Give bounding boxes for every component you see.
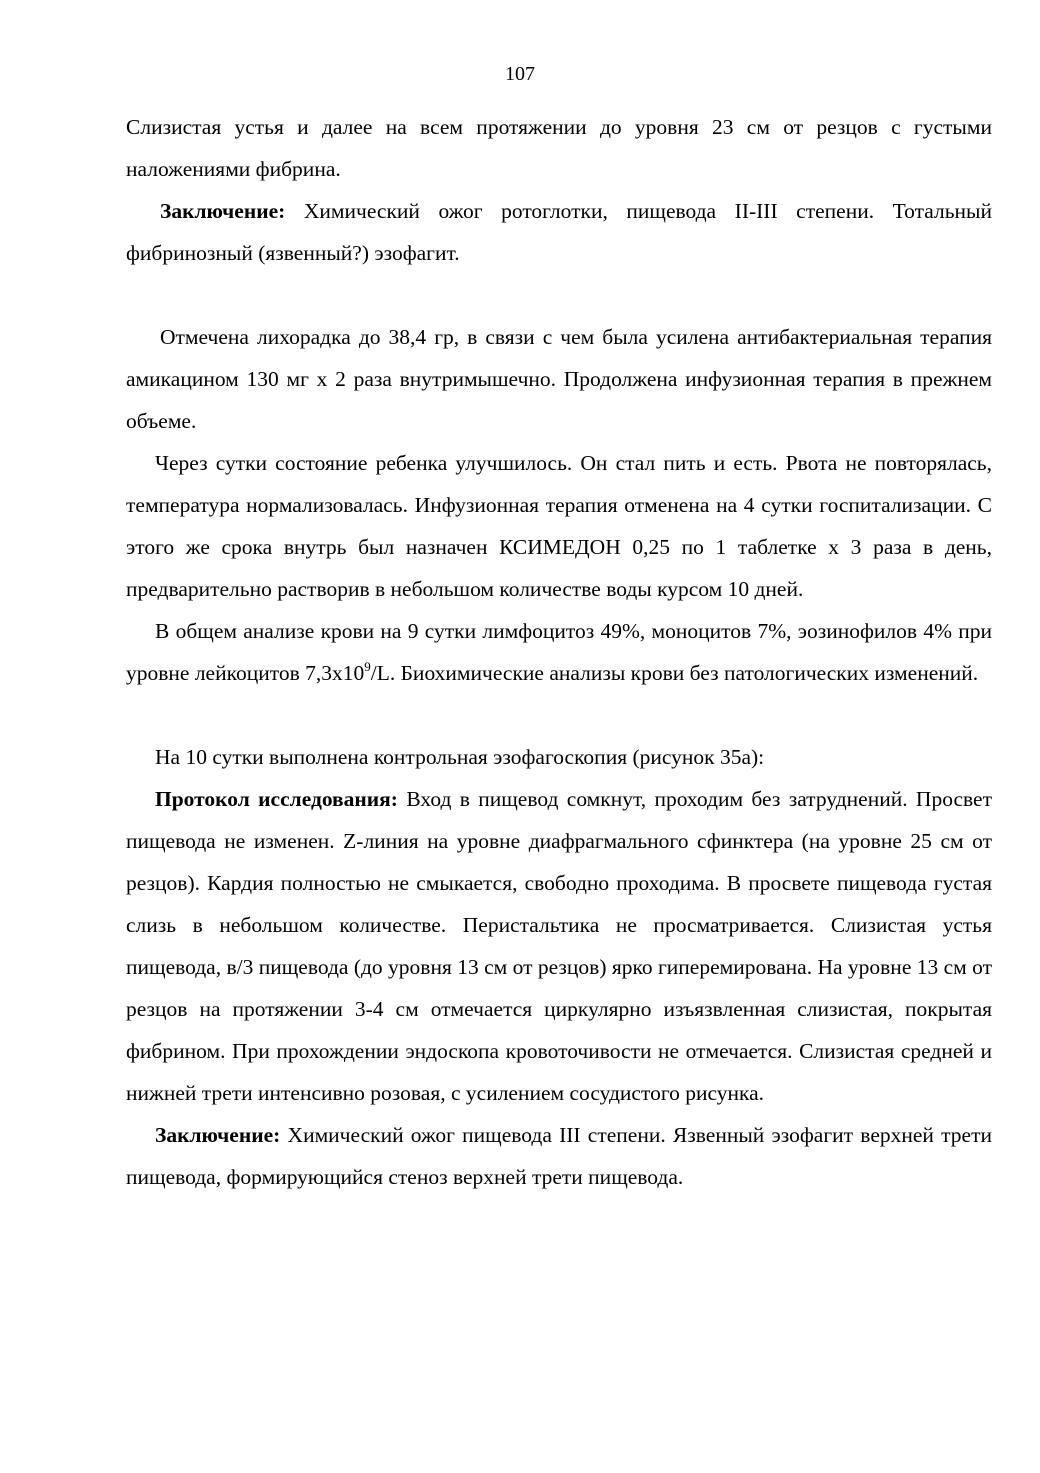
conclusion-label: Заключение:	[155, 1123, 281, 1147]
blood-analysis-text-b: /L. Биохимические анализы крови без патологических изменений.	[370, 661, 979, 685]
blood-analysis-text-a: В общем анализе крови на 9 сутки лимфоцитоз 49%, моноцитов 7%, эозинофилов 4% при уровне лейкоцитов 7,3х10	[126, 619, 992, 685]
conclusion-text: Химический ожог ротоглотки, пищевода II-III степени. Тотальный фибринозный (язвенный?) эзофагит.	[126, 199, 992, 265]
conclusion-label: Заключение:	[160, 199, 286, 223]
page-body	[126, 106, 992, 1198]
paragraph-control-esophagoscopy: На 10 сутки выполнена контрольная эзофагоскопия (рисунок 35а):	[155, 745, 765, 769]
page-number: 107	[505, 63, 535, 85]
paragraph-conclusion-2	[126, 1114, 992, 1198]
paragraph-protocol	[126, 778, 992, 1114]
exponent: 9	[364, 659, 371, 674]
protocol-text: Вход в пищевод сомкнут, проходим без затруднений. Просвет пищевода не изменен. Z-линия на уровне диафрагмального сфинктера (на уровне 25 см от резцов). Кардия полностью не смыкается, свободно проходима. В просвете пищевода густая слизь в небольшом количестве. Перистальтика не просматривается. Слизистая устья пищевода, в/3 пищевода (до уровня 13 см от резцов) ярко гиперемирована. На уровне 13 см от резцов на протяжении 3-4 см отмечается циркулярно изъязвленная слизистая, покрытая фибрином. При прохождении эндоскопа кровоточивости не отмечается. Слизистая средней и нижней трети интенсивно розовая, с усилением сосудистого рисунка.	[126, 787, 992, 1105]
paragraph-blood-analysis	[126, 610, 992, 694]
protocol-label: Протокол исследования:	[155, 787, 398, 811]
paragraph-improvement: Через сутки состояние ребенка улучшилось. Он стал пить и есть. Рвота не повторялась, температура нормализовалась. Инфузионная терапия отменена на 4 сутки госпитализации. С этого же срока внутрь был назначен КСИМЕДОН 0,25 по 1 таблетке х 3 раза в день, предварительно растворив в небольшом количестве воды курсом 10 дней.	[126, 451, 992, 601]
paragraph-mucosa-findings: Слизистая устья и далее на всем протяжении до уровня 23 см от резцов с густыми наложениями фибрина.	[126, 115, 992, 181]
conclusion-text: Химический ожог пищевода III степени. Язвенный эзофагит верхней трети пищевода, формирующийся стеноз верхней трети пищевода.	[126, 1123, 992, 1189]
paragraph-conclusion-1	[126, 190, 992, 274]
paragraph-fever: Отмечена лихорадка до 38,4 гр, в связи с чем была усилена антибактериальная терапия амикацином 130 мг х 2 раза внутримышечно. Продолжена инфузионная терапия в прежнем объеме.	[126, 325, 992, 433]
